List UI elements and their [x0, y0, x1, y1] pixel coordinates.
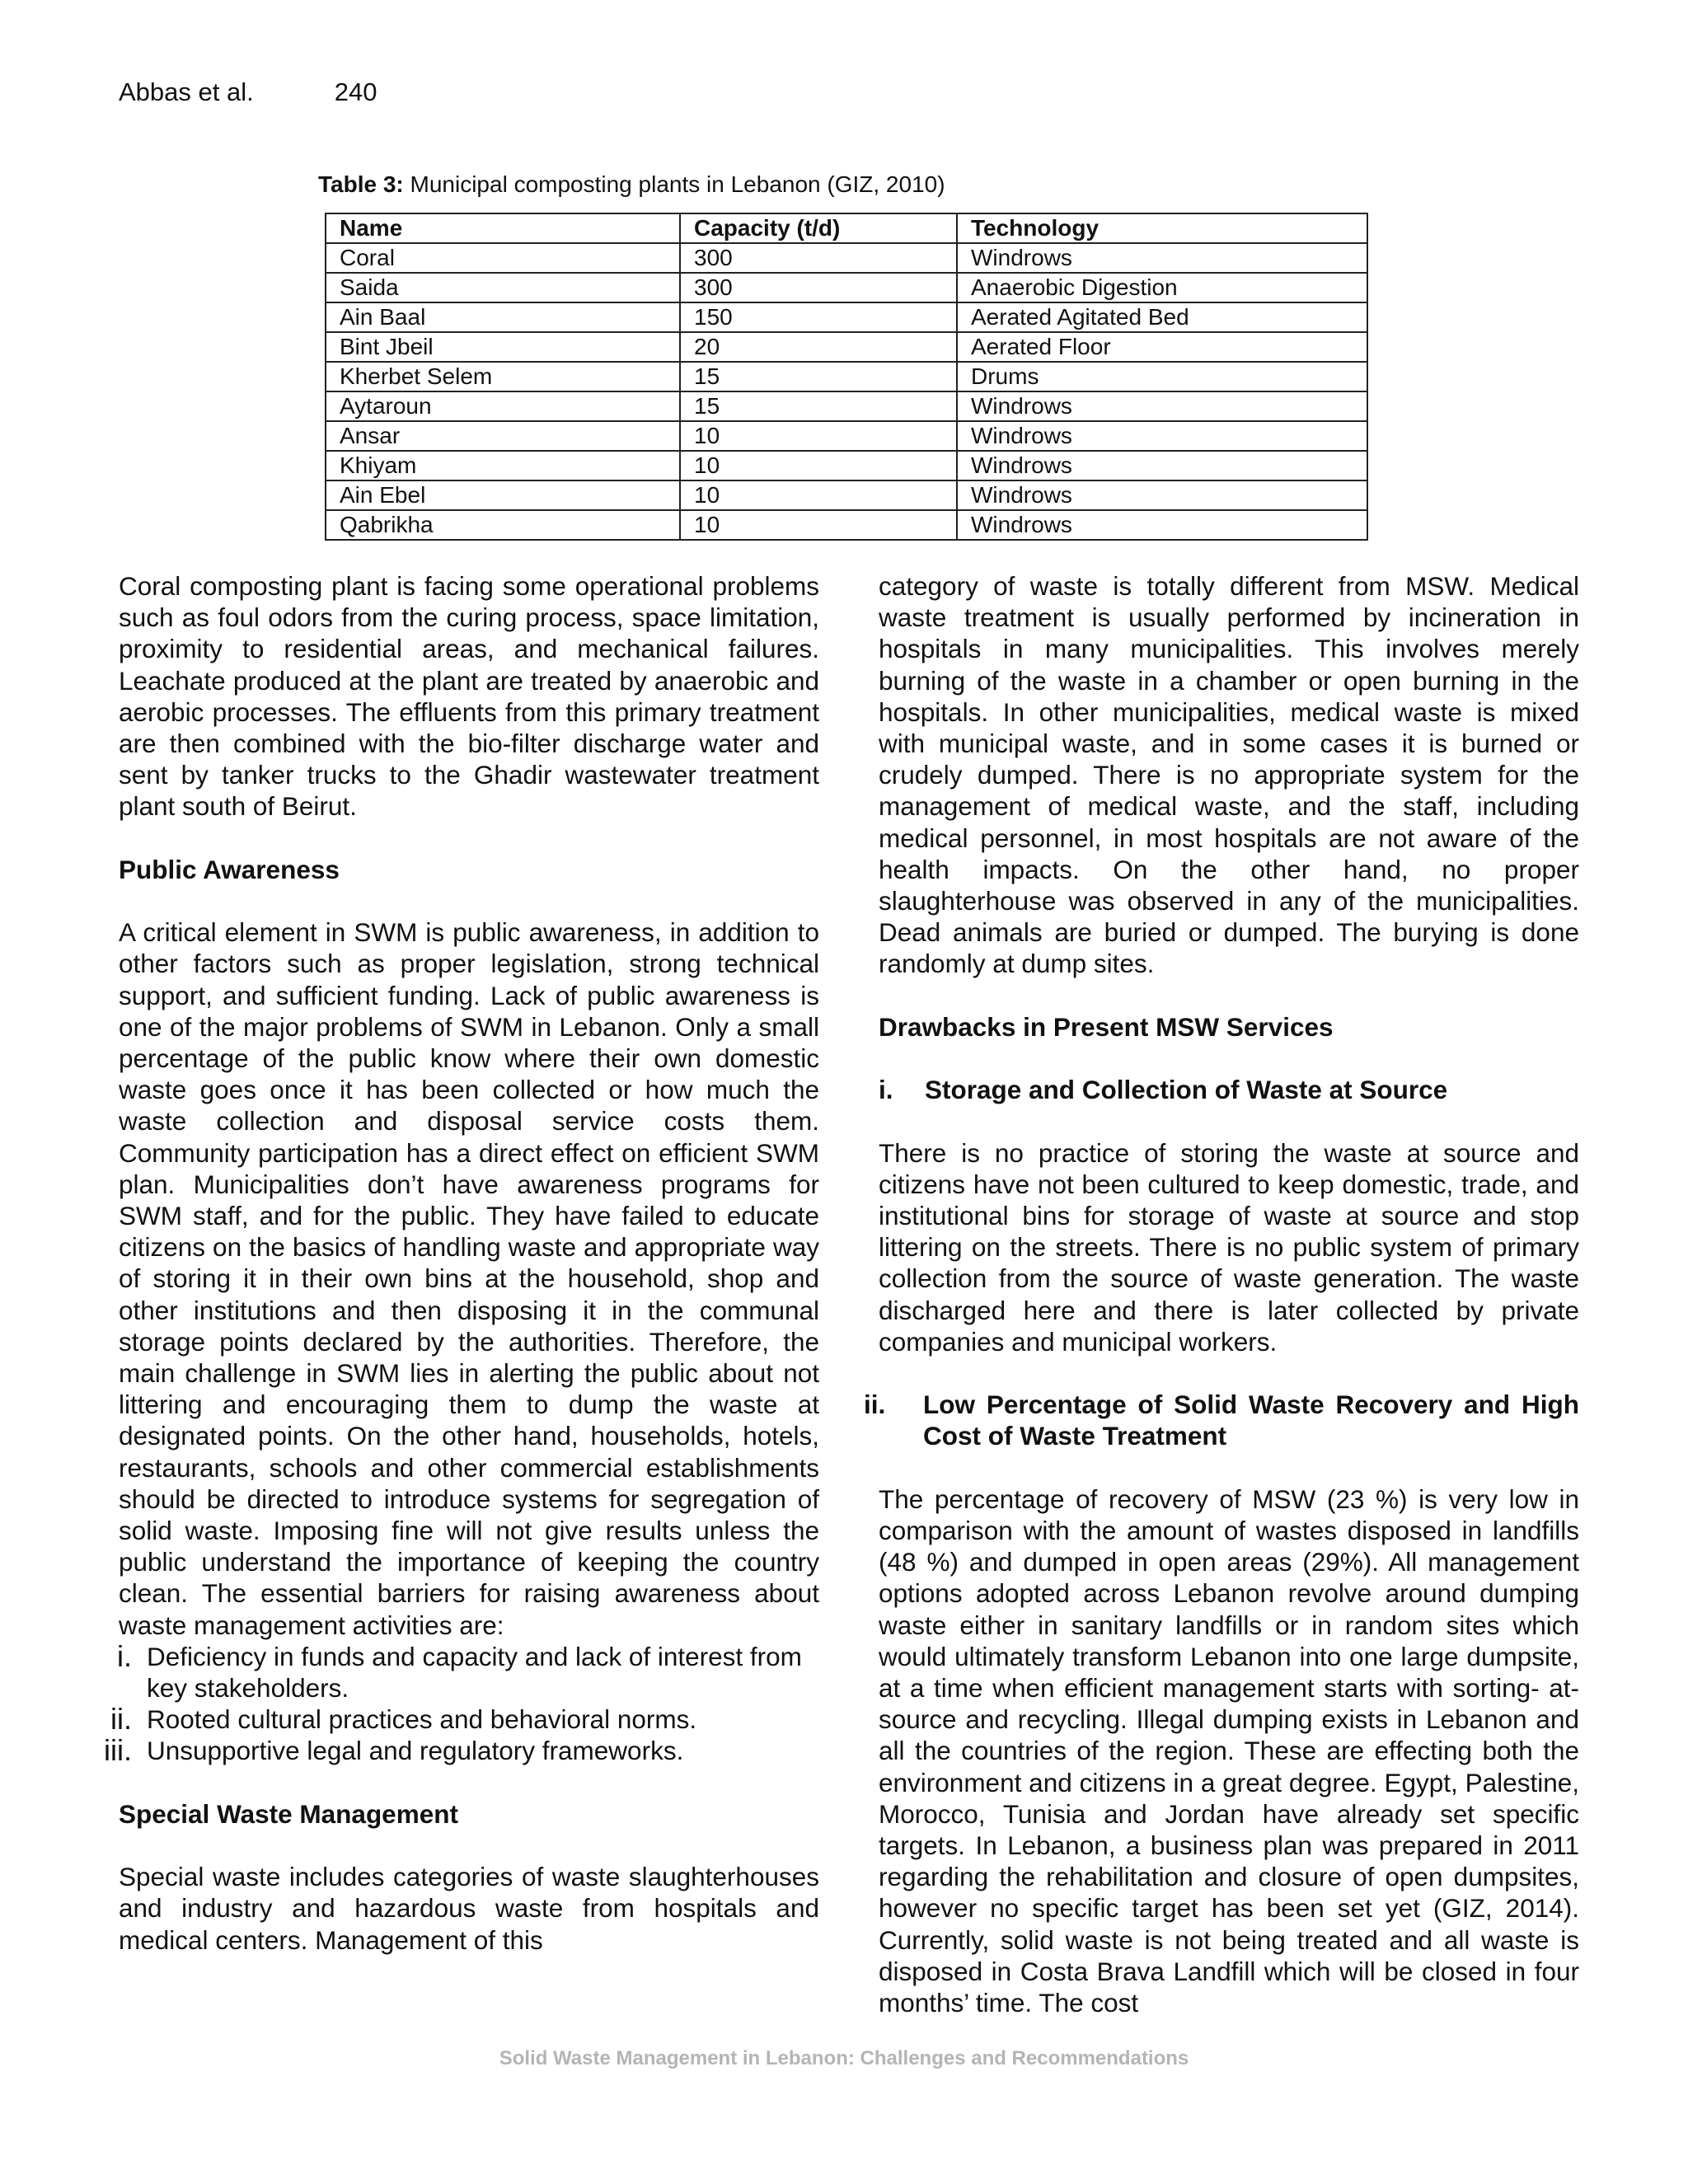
table-cell: 20 — [680, 332, 957, 362]
table-cell: 300 — [680, 273, 957, 302]
table-caption-text: Municipal composting plants in Lebanon (GIZ, 2010) — [410, 171, 945, 197]
list-marker: ii. — [110, 1702, 132, 1736]
table-cell: 10 — [680, 480, 957, 510]
subheading-marker: i. — [879, 1075, 893, 1105]
list-item — [97, 1735, 819, 1766]
table-cell: 150 — [680, 302, 957, 332]
subheading-low-recovery — [864, 1389, 1579, 1451]
paragraph-low-recovery: The percentage of recovery of MSW (23 %) is very low in comparison with the amount of wastes disposed in landfills (48 %) and dumped in open areas (29%). All management options adopted across Lebanon revolve around dumping waste either in sanitary landfills or in random sites which would ultimately transform Lebanon into one large dumpsite, at a time when efficient management starts with sorting- at-source and recycling. Illegal dumping exists in Lebanon and all the countries of the region. These are effecting both the environment and citizens in a great degree. Egypt, Palestine, Morocco, Tunisia and Jordan have already set specific targets. In Lebanon, a business plan was prepared in 2011 regarding the rehabilitation and closure of open dumpsites, however no specific target has been set yet (GIZ, 2014). Currently, solid waste is not being treated and all waste is disposed in Costa Brava Landfill which will be closed in four months’ time. The cost — [879, 1483, 1579, 2018]
table-cell: Ain Baal — [326, 302, 680, 332]
table-cell: 10 — [680, 451, 957, 480]
table-cell: Khiyam — [326, 451, 680, 480]
table-row — [326, 391, 1367, 421]
right-column — [864, 570, 1579, 2018]
left-column — [104, 570, 819, 1956]
list-item-text: Deficiency in funds and capacity and lack of interest from key stakeholders. — [147, 1641, 802, 1704]
column-header: Name — [326, 213, 680, 243]
list-item — [97, 1704, 819, 1735]
heading-public-awareness: Public Awareness — [119, 854, 340, 884]
table-row — [326, 243, 1367, 273]
table-header-row — [326, 213, 1367, 243]
paragraph-public-awareness: A critical element in SWM is public awareness, in addition to other factors such as proper legislation, strong technical support, and sufficient funding. Lack of public awareness is one of the major problems of SWM in Lebanon. Only a small percentage of the public know where their own domestic waste goes once it has been collected or how much the waste collection and disposal service costs them. Community participation has a direct effect on efficient SWM plan. Municipalities don’t have awareness programs for SWM staff, and for the public. They have failed to educate citizens on the basics of handling waste and appropriate way of storing it in their own bins at the household, shop and other institutions and then disposing it in the communal storage points declared by the authorities. Therefore, the main challenge in SWM lies in alerting the public about not littering and encouraging them to dump the waste at designated points. On the other hand, households, hotels, restaurants, schools and other commercial establishments should be directed to introduce systems for segregation of solid waste. Imposing fine will not give results unless the public understand the importance of keeping the country clean. The essential barriers for raising awareness about waste management activities are: — [119, 917, 819, 1640]
table-cell: Aerated Agitated Bed — [957, 302, 1367, 332]
table-row — [326, 421, 1367, 451]
authors: Abbas et al. — [119, 77, 254, 106]
table-row — [326, 273, 1367, 302]
table-cell: Windrows — [957, 421, 1367, 451]
list-marker: iii. — [104, 1733, 132, 1768]
column-header: Technology — [957, 213, 1367, 243]
table-cell: Saida — [326, 273, 680, 302]
list-item-text: Unsupportive legal and regulatory frameworks. — [147, 1736, 684, 1766]
table-row — [326, 362, 1367, 391]
page-footer: Solid Waste Management in Lebanon: Challenges and Recommendations — [499, 2047, 1189, 2069]
paragraph-special-waste: Special waste includes categories of waste slaughterhouses and industry and hazardous waste from hospitals and medical centers. Management of this — [119, 1862, 819, 1955]
table-row — [326, 510, 1367, 540]
page-number: 240 — [334, 77, 377, 106]
table-cell: Coral — [326, 243, 680, 273]
heading-drawbacks: Drawbacks in Present MSW Services — [879, 1011, 1334, 1042]
table-cell: Ain Ebel — [326, 480, 680, 510]
table-cell: 10 — [680, 421, 957, 451]
table-cell: 10 — [680, 510, 957, 540]
table-row — [326, 480, 1367, 510]
table-row — [326, 451, 1367, 480]
table-cell: 15 — [680, 391, 957, 421]
subheading-marker: ii. — [864, 1390, 886, 1420]
table-cell: Windrows — [957, 391, 1367, 421]
table-cell: Kherbet Selem — [326, 362, 680, 391]
paragraph-medical-waste: category of waste is totally different from MSW. Medical waste treatment is usually performed by incineration in hospitals in many municipalities. This involves merely burning of the waste in a chamber or open burning in the hospitals. In other municipalities, medical waste is mixed with municipal waste, and in some cases it is burned or crudely dumped. There is no appropriate system for the management of medical waste, and the staff, including medical personnel, in most hospitals are not aware of the health impacts. On the other hand, no proper slaughterhouse was observed in any of the municipalities. Dead animals are buried or dumped. The burying is done randomly at dump sites. — [879, 571, 1579, 979]
heading-special-waste: Special Waste Management — [119, 1798, 458, 1829]
paragraph-coral-plant: Coral composting plant is facing some operational problems such as foul odors from the curing process, space limitation, proximity to residential areas, and mechanical failures. Leachate produced at the plant are treated by anaerobic and aerobic processes. The effluents from this primary treatment are then combined with the bio-filter discharge water and sent by tanker trucks to the Ghadir wastewater treatment plant south of Beirut. — [119, 571, 819, 822]
table-cell: Windrows — [957, 451, 1367, 480]
list-marker: i. — [117, 1638, 132, 1673]
table-cell: 300 — [680, 243, 957, 273]
barriers-list — [97, 1638, 819, 1768]
table-cell: Aerated Floor — [957, 332, 1367, 362]
table-cell: Drums — [957, 362, 1367, 391]
table-cell: 15 — [680, 362, 957, 391]
composting-plants-table — [325, 213, 1368, 541]
subheading-text: Storage and Collection of Waste at Source — [925, 1075, 1448, 1105]
table-cell: Qabrikha — [326, 510, 680, 540]
table-cell: Anaerobic Digestion — [957, 273, 1367, 302]
table-cell: Bint Jbeil — [326, 332, 680, 362]
running-head — [119, 77, 377, 107]
table-row — [326, 332, 1367, 362]
table-label: Table 3: — [318, 171, 404, 197]
table-cell: Windrows — [957, 480, 1367, 510]
table-cell: Ansar — [326, 421, 680, 451]
table-cell: Windrows — [957, 510, 1367, 540]
table-caption — [318, 171, 945, 198]
table-cell: Aytaroun — [326, 391, 680, 421]
column-header: Capacity (t/d) — [680, 213, 957, 243]
table-cell: Windrows — [957, 243, 1367, 273]
subheading-storage-collection — [879, 1074, 1579, 1105]
list-item — [97, 1638, 819, 1704]
paragraph-storage-collection: There is no practice of storing the waste at source and citizens have not been cultured to keep domestic, trade, and institutional bins for storage of waste at source and stop littering on the streets. There is no public system of primary collection from the source of waste generation. The waste discharged here and there is later collected by private companies and municipal workers. — [879, 1137, 1579, 1357]
subheading-text: Low Percentage of Solid Waste Recovery and High Cost of Waste Treatment — [923, 1390, 1579, 1451]
table-row — [326, 302, 1367, 332]
list-item-text: Rooted cultural practices and behavioral norms. — [147, 1704, 697, 1735]
table-body — [326, 243, 1367, 540]
